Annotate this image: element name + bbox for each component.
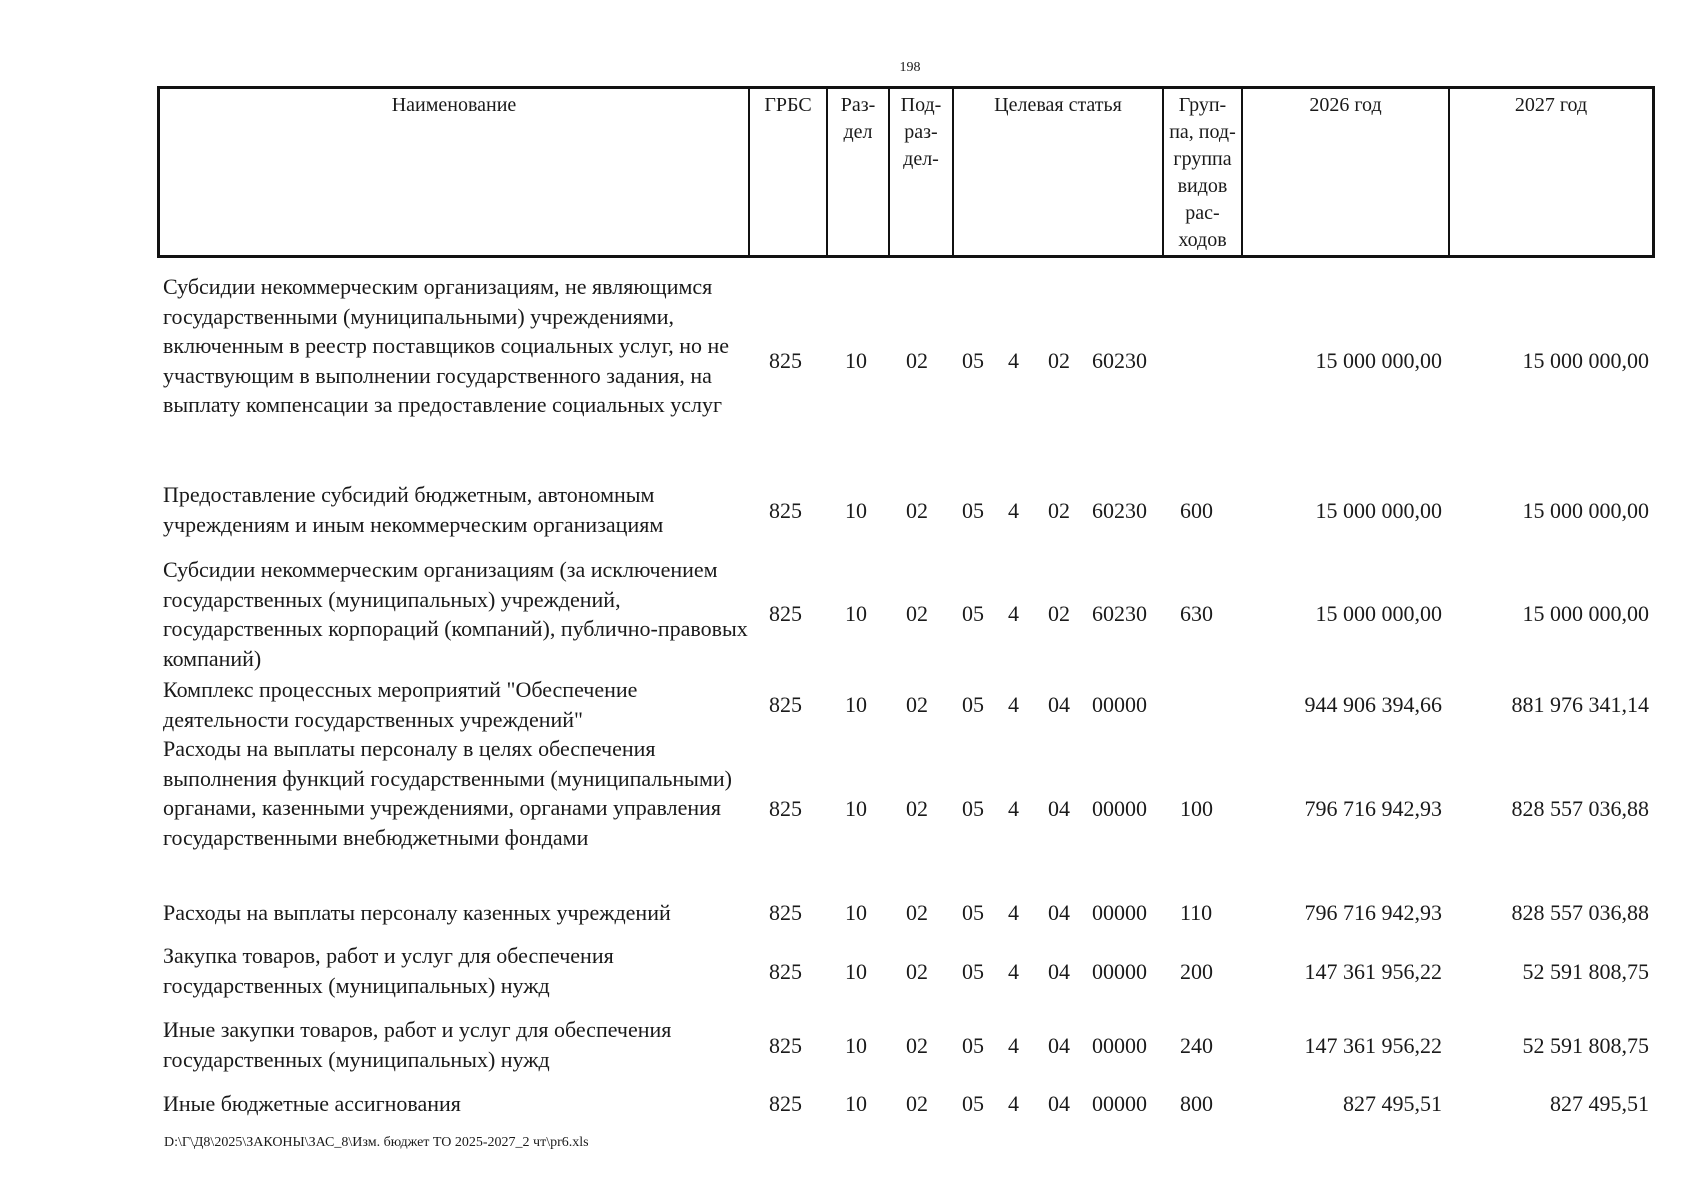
row-razdel: 10: [845, 959, 867, 984]
row-grbs: 825: [769, 796, 802, 821]
row-target-element: 02: [1048, 348, 1070, 373]
header-grbs-label: ГРБС: [764, 94, 812, 116]
row-target-type: 4: [1008, 796, 1019, 821]
row-target-type: 4: [1008, 1091, 1019, 1116]
row-2027: 52 591 808,75: [1522, 959, 1649, 984]
header-2027: [1450, 89, 1652, 255]
row-target-program: 05: [962, 348, 984, 373]
header-2026-label: 2026 год: [1309, 94, 1382, 116]
row-2027: 881 976 341,14: [1511, 692, 1649, 717]
row-podrazdel: 02: [906, 1091, 928, 1116]
header-group-line: па, под-: [1169, 121, 1236, 143]
header-razdel: [828, 89, 890, 255]
row-podrazdel: 02: [906, 601, 928, 626]
header-2027-label: 2027 год: [1514, 94, 1588, 116]
header-2026: [1243, 89, 1450, 255]
row-group: 630: [1180, 601, 1213, 626]
row-podrazdel: 02: [906, 498, 928, 523]
row-podrazdel: 02: [906, 348, 928, 373]
row-group: 100: [1180, 796, 1213, 821]
header-group-line: Груп-: [1178, 94, 1227, 116]
row-group: 200: [1180, 959, 1213, 984]
row-target-direction: 00000: [1092, 796, 1147, 821]
row-2026: 796 716 942,93: [1304, 900, 1442, 925]
header-podrazdel: [890, 89, 954, 255]
row-razdel: 10: [845, 498, 867, 523]
row-grbs: 825: [769, 692, 802, 717]
row-target-direction: 60230: [1092, 601, 1147, 626]
header-group-line: видов: [1177, 175, 1228, 197]
row-target-direction: 60230: [1092, 348, 1147, 373]
table-row: [0, 734, 1696, 884]
header-group-line: группа: [1173, 148, 1232, 170]
page-number: 198: [899, 60, 921, 75]
row-grbs: 825: [769, 1091, 802, 1116]
row-target-type: 4: [1008, 900, 1019, 925]
table-row: [0, 675, 1696, 735]
row-podrazdel: 02: [906, 900, 928, 925]
row-target-type: 4: [1008, 348, 1019, 373]
row-target-type: 4: [1008, 601, 1019, 626]
table-row: [0, 1089, 1696, 1121]
header-razdel-line: Раз-: [840, 94, 876, 116]
row-target-program: 05: [962, 498, 984, 523]
header-podrazdel-line: Под-: [900, 94, 942, 116]
table-row: [0, 941, 1696, 1001]
row-2027: 15 000 000,00: [1522, 601, 1649, 626]
row-target-type: 4: [1008, 959, 1019, 984]
row-2026: 147 361 956,22: [1304, 959, 1442, 984]
row-target-direction: 60230: [1092, 498, 1147, 523]
row-target-direction: 00000: [1092, 900, 1147, 925]
row-2027: 15 000 000,00: [1522, 498, 1649, 523]
table-row: [0, 898, 1696, 930]
row-2026: 15 000 000,00: [1315, 498, 1442, 523]
row-name: Иные бюджетные ассигнования: [163, 1091, 461, 1116]
row-razdel: 10: [845, 1091, 867, 1116]
row-2027: 827 495,51: [1550, 1091, 1649, 1116]
row-group: 240: [1180, 1033, 1213, 1058]
row-2027: 828 557 036,88: [1511, 796, 1649, 821]
table-row: [0, 480, 1696, 540]
row-name: Субсидии некоммерческим организациям (за исключением государственных (муниципальных) учреждений, государственных корпораций (компаний), публично-правовых компаний): [163, 557, 748, 671]
row-razdel: 10: [845, 692, 867, 717]
row-target-program: 05: [962, 1091, 984, 1116]
table-header: [157, 86, 1655, 258]
header-podrazdel-line: дел-: [903, 148, 939, 170]
row-group: 600: [1180, 498, 1213, 523]
row-name: Комплекс процессных мероприятий "Обеспечение деятельности государственных учреждений": [163, 677, 638, 732]
row-grbs: 825: [769, 900, 802, 925]
row-target-program: 05: [962, 900, 984, 925]
row-grbs: 825: [769, 348, 802, 373]
header-group-line: ходов: [1178, 229, 1227, 251]
row-target-element: 04: [1048, 796, 1070, 821]
table-row: [0, 272, 1696, 452]
row-2027: 52 591 808,75: [1522, 1033, 1649, 1058]
header-group-line: рас-: [1185, 202, 1220, 224]
row-group: 800: [1180, 1091, 1213, 1116]
row-name: Предоставление субсидий бюджетным, автономным учреждениям и иным некоммерческим организациям: [163, 482, 664, 537]
table-row: [0, 1015, 1696, 1075]
row-target-type: 4: [1008, 1033, 1019, 1058]
row-razdel: 10: [845, 1033, 867, 1058]
row-name: Закупка товаров, работ и услуг для обеспечения государственных (муниципальных) нужд: [163, 943, 614, 998]
row-target-direction: 00000: [1092, 959, 1147, 984]
row-2027: 15 000 000,00: [1522, 348, 1649, 373]
row-grbs: 825: [769, 1033, 802, 1058]
header-razdel-line: дел: [843, 121, 873, 143]
row-grbs: 825: [769, 498, 802, 523]
row-2026: 147 361 956,22: [1304, 1033, 1442, 1058]
row-2026: 944 906 394,66: [1304, 692, 1442, 717]
header-name: [160, 89, 750, 255]
row-razdel: 10: [845, 796, 867, 821]
file-path: D:\Г\Д8\2025\ЗАКОНЫ\ЗАС_8\Изм. бюджет ТО 2025-2027_2 чт\pr6.xls: [164, 1135, 589, 1150]
row-target-type: 4: [1008, 692, 1019, 717]
row-target-program: 05: [962, 959, 984, 984]
row-target-direction: 00000: [1092, 1033, 1147, 1058]
header-target-label: Целевая статья: [994, 94, 1122, 116]
row-target-element: 04: [1048, 692, 1070, 717]
header-grbs: [750, 89, 828, 255]
row-target-element: 02: [1048, 498, 1070, 523]
row-target-element: 04: [1048, 1091, 1070, 1116]
row-podrazdel: 02: [906, 1033, 928, 1058]
row-grbs: 825: [769, 601, 802, 626]
row-target-element: 04: [1048, 959, 1070, 984]
row-podrazdel: 02: [906, 692, 928, 717]
row-target-element: 04: [1048, 900, 1070, 925]
header-name-label: Наименование: [391, 94, 517, 116]
row-target-direction: 00000: [1092, 692, 1147, 717]
row-2027: 828 557 036,88: [1511, 900, 1649, 925]
row-target-program: 05: [962, 601, 984, 626]
row-name: Иные закупки товаров, работ и услуг для обеспечения государственных (муниципальных) нужд: [163, 1017, 672, 1072]
header-group: [1164, 89, 1243, 255]
row-name: Субсидии некоммерческим организациям, не являющимся государственными (муниципальными) учреждениями, включенным в реестр поставщиков социальных услуг, но не участвующим в выполнении государственного задания, на выплату компенсации за предоставление социальных услуг: [163, 274, 730, 417]
row-2026: 796 716 942,93: [1304, 796, 1442, 821]
row-2026: 15 000 000,00: [1315, 601, 1442, 626]
row-podrazdel: 02: [906, 796, 928, 821]
row-2026: 15 000 000,00: [1315, 348, 1442, 373]
row-group: 110: [1180, 900, 1213, 925]
row-razdel: 10: [845, 900, 867, 925]
row-2026: 827 495,51: [1343, 1091, 1442, 1116]
row-razdel: 10: [845, 348, 867, 373]
table-row: [0, 555, 1696, 675]
row-target-element: 04: [1048, 1033, 1070, 1058]
header-podrazdel-line: раз-: [904, 121, 938, 143]
row-target-element: 02: [1048, 601, 1070, 626]
row-name: Расходы на выплаты персоналу казенных учреждений: [163, 900, 671, 925]
row-target-program: 05: [962, 796, 984, 821]
row-podrazdel: 02: [906, 959, 928, 984]
row-target-direction: 00000: [1092, 1091, 1147, 1116]
row-target-type: 4: [1008, 498, 1019, 523]
row-grbs: 825: [769, 959, 802, 984]
row-target-program: 05: [962, 692, 984, 717]
header-target: [954, 89, 1164, 255]
row-razdel: 10: [845, 601, 867, 626]
row-name: Расходы на выплаты персоналу в целях обеспечения выполнения функций государственными (муниципальными) органами, казенными учреждениями, органами управления государственными внебюджетными фондами: [163, 736, 732, 850]
row-target-program: 05: [962, 1033, 984, 1058]
